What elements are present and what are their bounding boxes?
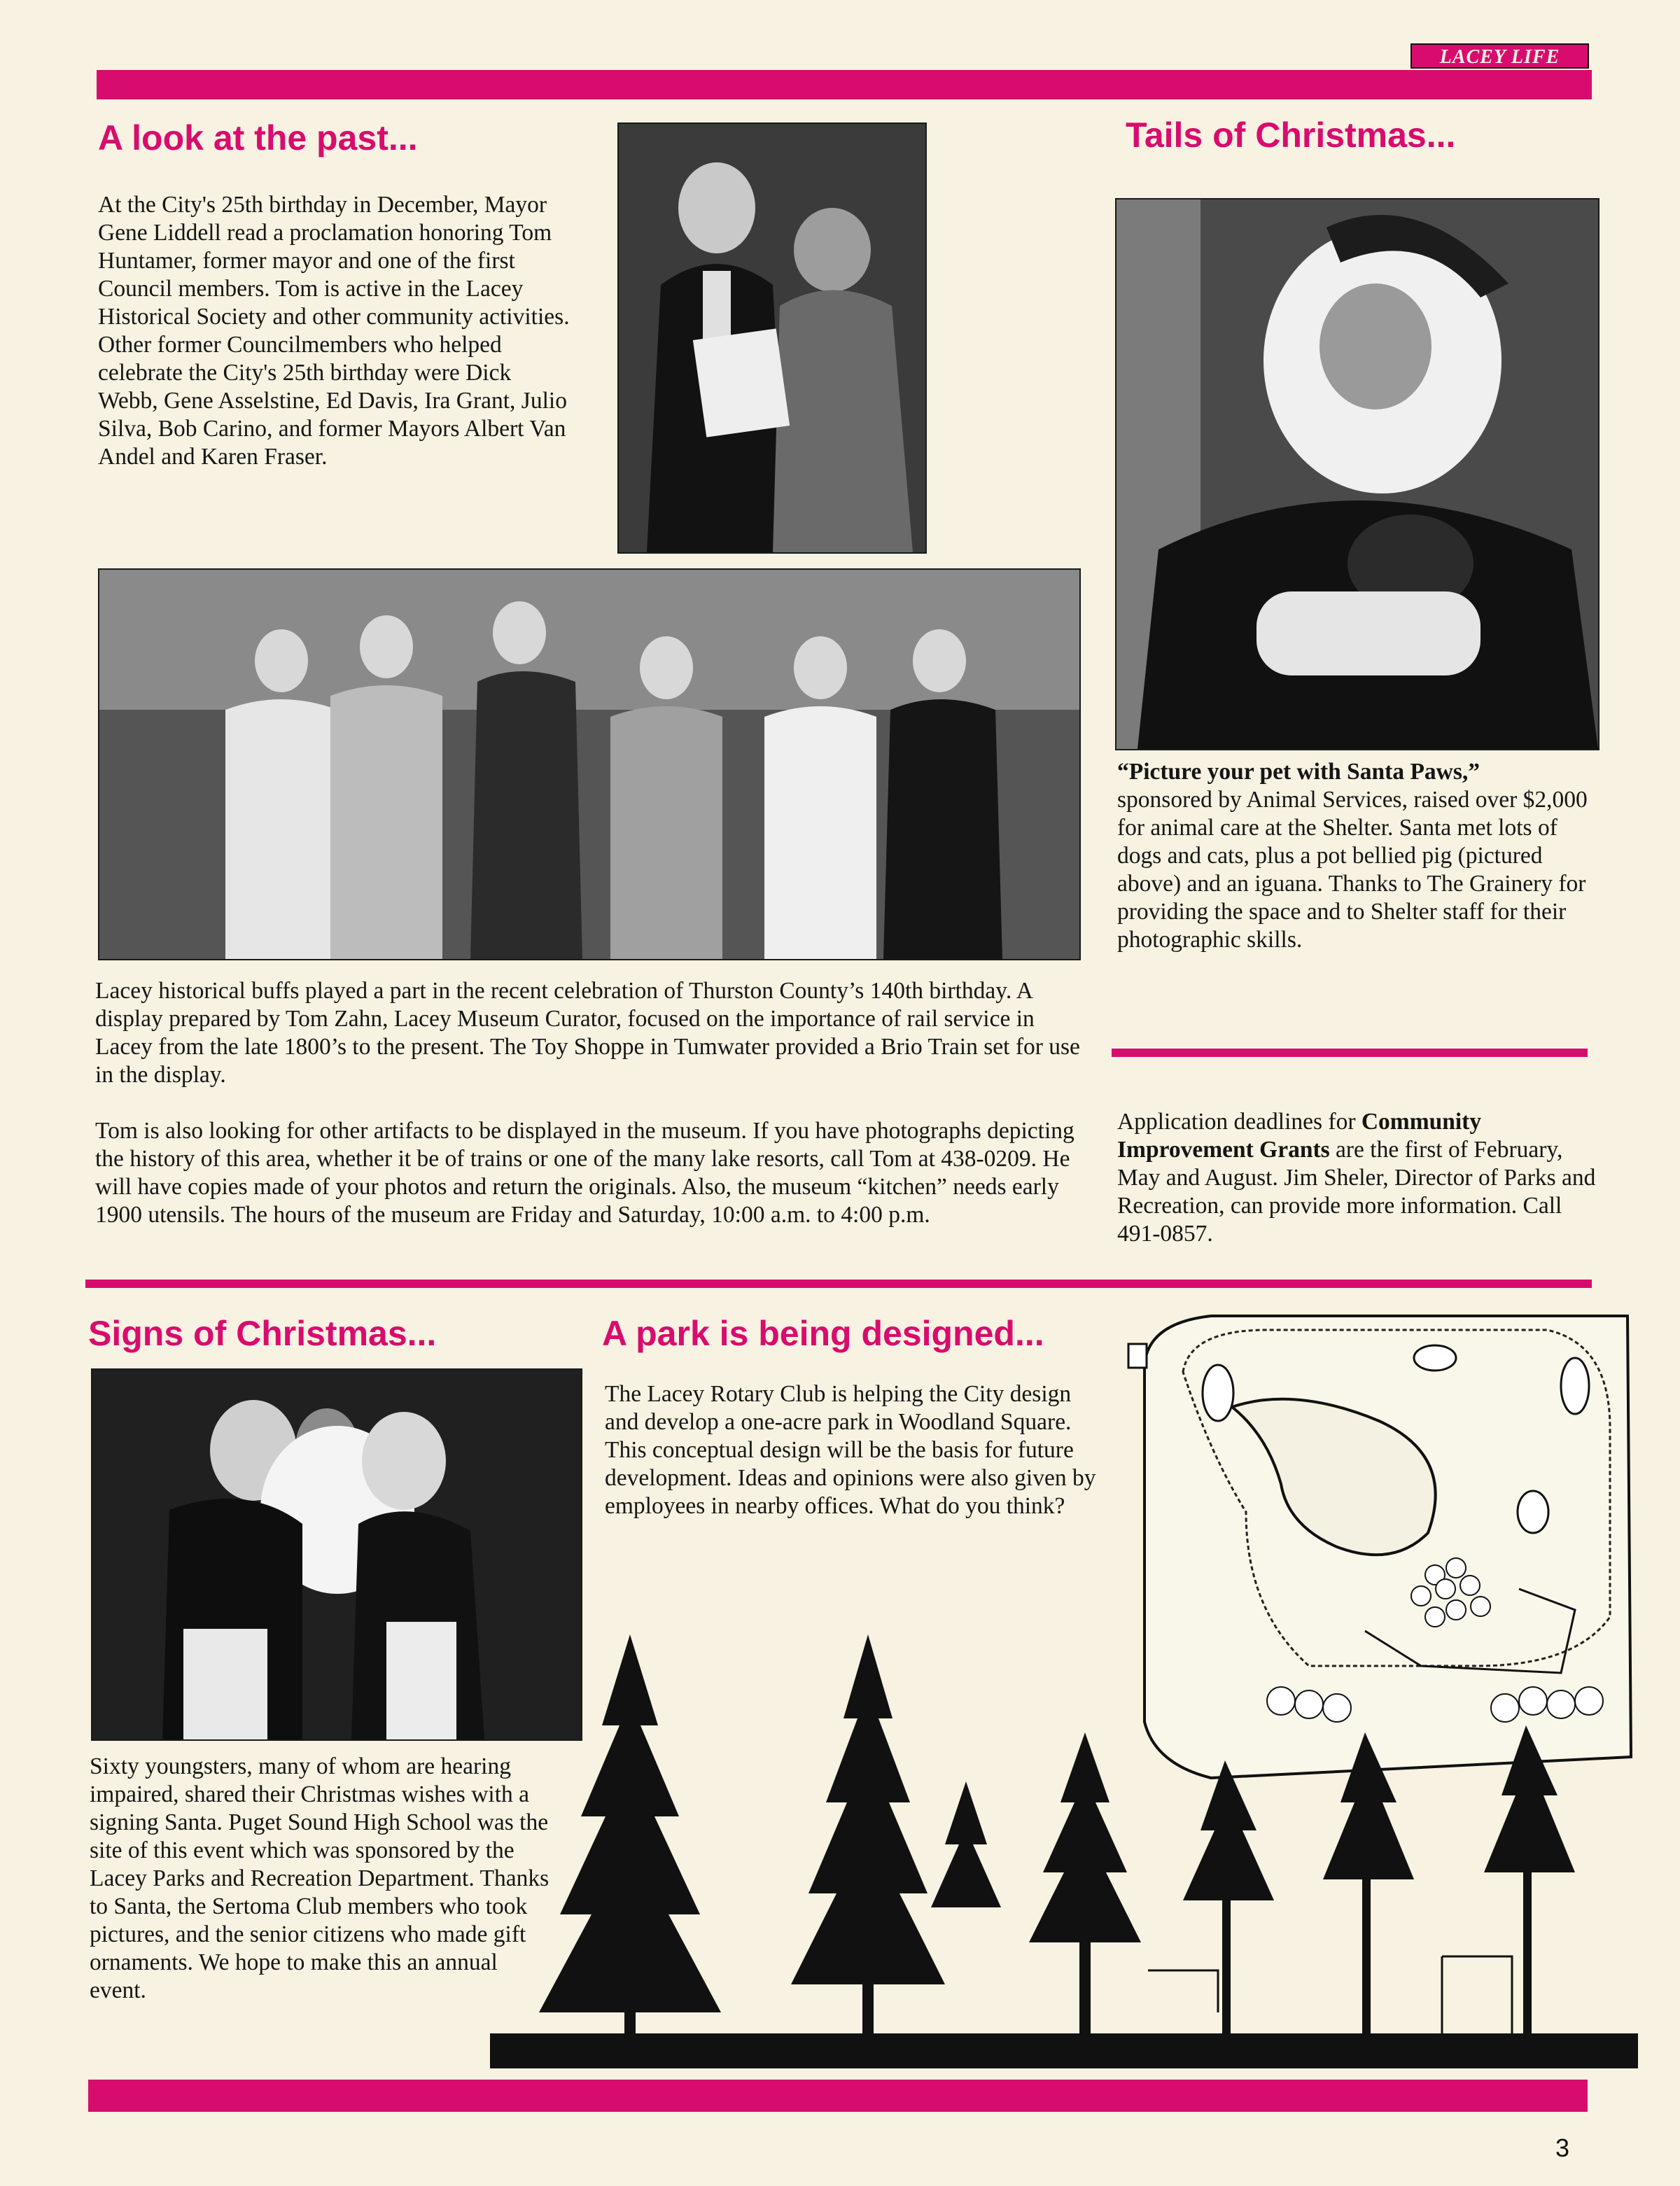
santa-pig-photo-art — [1116, 199, 1598, 749]
signs-caption-text: Sixty youngsters, many of whom are hearing impaired, shared their Christmas wishes with a signing Santa. Puget Sound High School was the site of this event which was sponsored by the Lacey Parks and Recreation Department. Thanks to Santa, the Sertoma Club members who took pictures, and the senior citizens who made gift ornaments. We hope to make this an annual event. — [90, 1753, 550, 2003]
tails-caption — [1117, 758, 1600, 954]
park-elevation-art — [490, 1620, 1638, 2068]
past-heading: A look at the past... — [98, 118, 418, 157]
tails-caption-bold: “Picture your pet with Santa Paws,” — [1117, 759, 1480, 785]
park-heading: A park is being designed... — [602, 1314, 1044, 1353]
mayor-proclamation-photo-art — [619, 124, 925, 552]
grants-post: are the first of February, May and August. Jim Sheler, Director of Parks and Recreation, can provide more information. Call 491-0857. — [1117, 1137, 1596, 1247]
past-caption-p1: Lacey historical buffs played a part in the recent celebration of Thurston County’s 140th birthday. A display prepared by Tom Zahn, Lacey Museum Curator, focused on the importance of rail service in Lacey from the late 1800’s to the present. The Toy Shoppe in Tumwater provided a Brio Train set for use in the display. — [95, 978, 1080, 1088]
past-caption-p2: Tom is also looking for other artifacts to be displayed in the museum. If you have photographs depicting the history of this area, whether it be of trains or one of the many lake resorts, call Tom at 438-0209. He will have copies made of your photos and return the originals. Also, the museum “kitchen” needs early 1900 utensils. The hours of the museum are Friday and Saturday, 10:00 a.m. to 4:00 p.m. — [95, 1118, 1074, 1228]
park-elevation-drawing — [490, 1620, 1638, 2068]
santa-pig-photo — [1115, 198, 1600, 750]
park-text — [605, 1380, 1109, 1520]
council-group-photo — [98, 568, 1081, 960]
park-text-body: The Lacey Rotary Club is helping the City design and develop a one-acre park in Woodland Square. This conceptual design will be the basis for future development. Ideas and opinions were also given by employees in nearby offices. What do you think? — [605, 1381, 1096, 1519]
tails-rule — [1112, 1049, 1588, 1057]
masthead-logo: LACEY LIFE — [1410, 43, 1589, 69]
grants-paragraph — [1117, 1108, 1600, 1248]
grants-bold: Community Improvement Grants — [1117, 1109, 1482, 1163]
page-number: 3 — [1555, 2134, 1570, 2162]
grants-text — [1117, 1108, 1600, 1248]
middle-rule — [85, 1280, 1592, 1288]
signs-caption — [90, 1753, 559, 2005]
tails-heading: Tails of Christmas... — [1126, 115, 1456, 155]
mayor-proclamation-photo — [617, 122, 927, 554]
past-intro — [98, 191, 574, 471]
council-group-photo-art — [99, 570, 1079, 959]
past-intro-text: At the City's 25th birthday in December, Mayor Gene Liddell read a proclamation honoring Tom Huntamer, former mayor and one of the first Council members. Tom is active in the Lacey Historical Society and other community activities. Other former Councilmembers who helped celebrate the City's 25th birthday were Dick Webb, Gene Asselstine, Ed Davis, Ira Grant, Julio Silva, Bob Carino, and former Mayors Albert Van Andel and Karen Fraser. — [98, 192, 570, 470]
top-bar — [97, 70, 1592, 99]
tails-caption-rest: sponsored by Animal Services, raised over $2,000 for animal care at the Shelter. Santa met lots of dogs and cats, plus a pot bellied pig (pictured above) and an iguana. Thanks to The Grainery for providing the space and to Shelter staff for their photographic skills. — [1117, 787, 1588, 953]
bottom-bar — [88, 2080, 1588, 2112]
grants-pre: Application deadlines for — [1117, 1109, 1362, 1135]
past-caption — [95, 977, 1089, 1229]
tails-caption-text — [1117, 758, 1600, 954]
signs-heading: Signs of Christmas... — [88, 1314, 437, 1353]
